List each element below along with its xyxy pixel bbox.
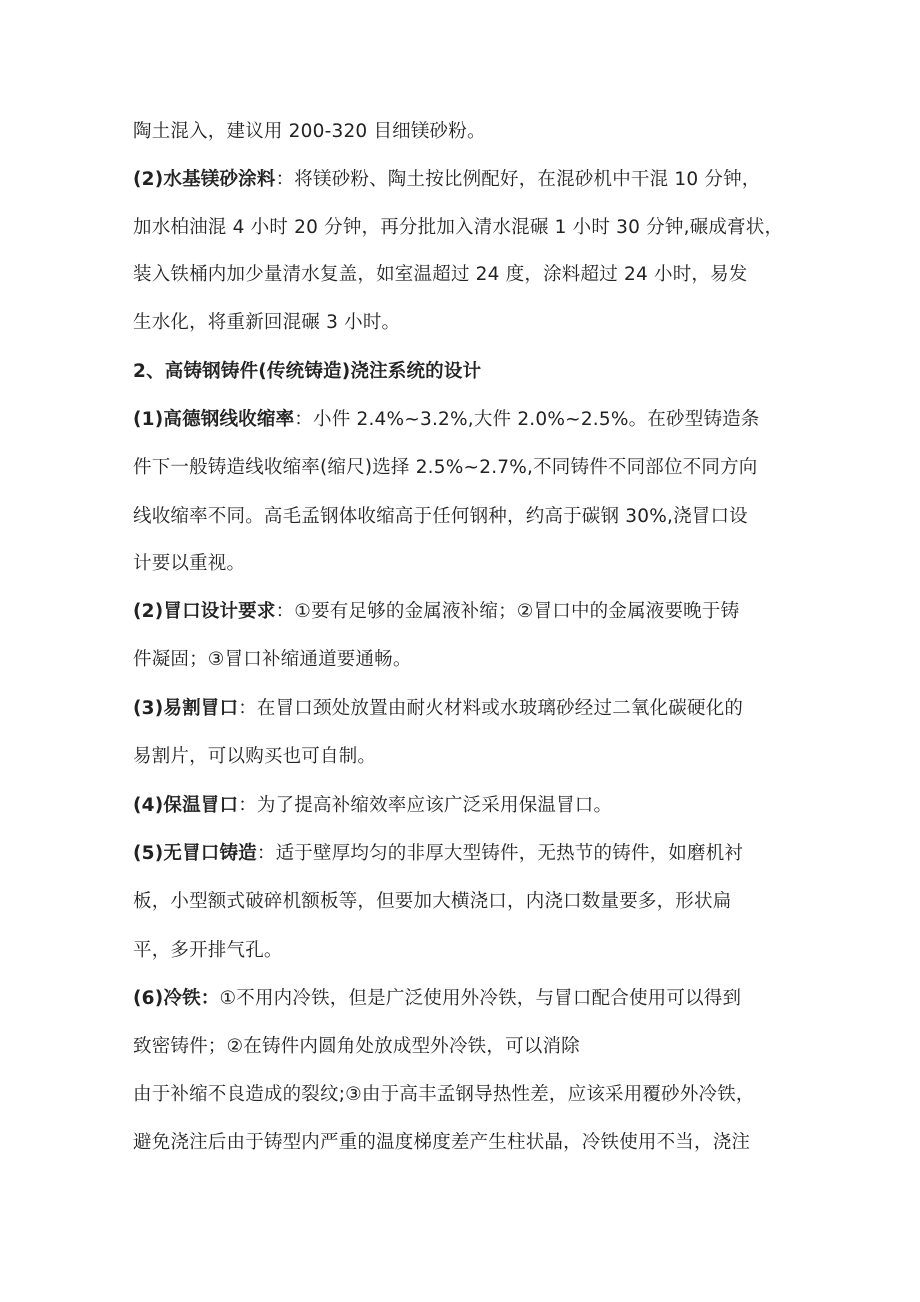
body-text: 致密铸件；②在铸件内圆角处放成型外冷铁，可以消除	[133, 1036, 580, 1057]
body-text: 加水柏油混 4 小时 20 分钟，再分批加入清水混碾 1 小时 30 分钟,碾成膏状，	[133, 217, 784, 238]
body-text: 板，小型额式破碎机额板等，但要加大横浇口，内浇口数量要多，形状扁	[133, 891, 732, 912]
text-line	[133, 456, 758, 480]
body-text: 件凝固；③冒口补缩通道要通畅。	[133, 649, 412, 670]
text-line	[133, 890, 731, 914]
text-line	[133, 505, 748, 529]
text-line	[133, 697, 743, 721]
text-line	[133, 842, 743, 866]
text-line	[133, 939, 283, 963]
text-line	[133, 311, 400, 335]
text-line	[133, 794, 612, 818]
text-line	[133, 120, 486, 144]
body-text: 陶土混入，建议用 200-320 目细镁砂粉。	[133, 121, 486, 142]
body-text: 件下一般铸造线收缩率(缩尺)选择 2.5%~2.7%,不同铸件不同部位不同方向	[133, 457, 758, 478]
body-text: ：适于壁厚均匀的非厚大型铸件，无热节的铸件，如磨机衬	[256, 843, 744, 864]
body-text: ：将镁砂粉、陶土按比例配好，在混砂机中干混 10 分钟，	[275, 169, 761, 190]
text-line	[133, 168, 761, 192]
text-line	[133, 745, 376, 769]
body-text: 计要以重视。	[133, 553, 246, 574]
body-text: 易割片，可以购买也可自制。	[133, 746, 377, 767]
text-line	[133, 600, 739, 624]
text-line	[133, 987, 741, 1011]
bold-heading-text: (2)水基镁砂涂料	[133, 169, 276, 190]
body-text: 线收缩率不同。高毛孟钢体收缩高于任何钢种，约高于碳钢 30%,浇冒口设	[133, 506, 748, 527]
text-line	[133, 648, 412, 672]
body-text: 避免浇注后由于铸型内严重的温度梯度差产生柱状晶，冷铁使用不当，浇注	[133, 1132, 751, 1153]
bold-heading-text: (2)冒口设计要求	[133, 601, 276, 622]
text-line	[133, 1131, 750, 1155]
body-text: 平，多开排气孔。	[133, 940, 283, 961]
text-line	[133, 1035, 580, 1059]
body-text: 生水化，将重新回混碾 3 小时。	[133, 312, 401, 333]
text-line	[133, 360, 481, 384]
bold-heading-text: (1)高德钢线收缩率	[133, 409, 295, 430]
text-line	[133, 216, 783, 240]
body-text: ：①要有足够的金属液补缩；②冒口中的金属液要晚于铸	[275, 601, 740, 622]
text-line	[133, 408, 760, 432]
bold-heading-text: (6)冷铁：	[133, 988, 220, 1009]
text-line	[133, 552, 245, 576]
bold-heading-text: 2、高铸钢铸件(传统铸造)浇注系统的设计	[133, 361, 482, 382]
body-text: ：为了提高补缩效率应该广泛采用保温冒口。	[238, 795, 613, 816]
bold-heading-text: (4)保温冒口	[133, 795, 239, 816]
bold-heading-text: (5)无冒口铸造	[133, 843, 257, 864]
text-line	[133, 1083, 755, 1107]
text-line	[133, 263, 748, 287]
body-text: 由于补缩不良造成的裂纹;③由于高丰孟钢导热性差，应该采用覆砂外冷铁，	[133, 1084, 755, 1105]
body-text: ：小件 2.4%~3.2%,大件 2.0%~2.5%。在砂型铸造条	[294, 409, 760, 430]
body-text: ：在冒口颈处放置由耐火材料或水玻璃砂经过二氧化碳硬化的	[238, 698, 744, 719]
bold-heading-text: (3)易割冒口	[133, 698, 239, 719]
body-text: ①不用内冷铁，但是广泛使用外冷铁，与冒口配合使用可以得到	[219, 988, 742, 1009]
body-text: 装入铁桶内加少量清水复盖，如室温超过 24 度，涂料超过 24 小时，易发	[133, 264, 748, 285]
